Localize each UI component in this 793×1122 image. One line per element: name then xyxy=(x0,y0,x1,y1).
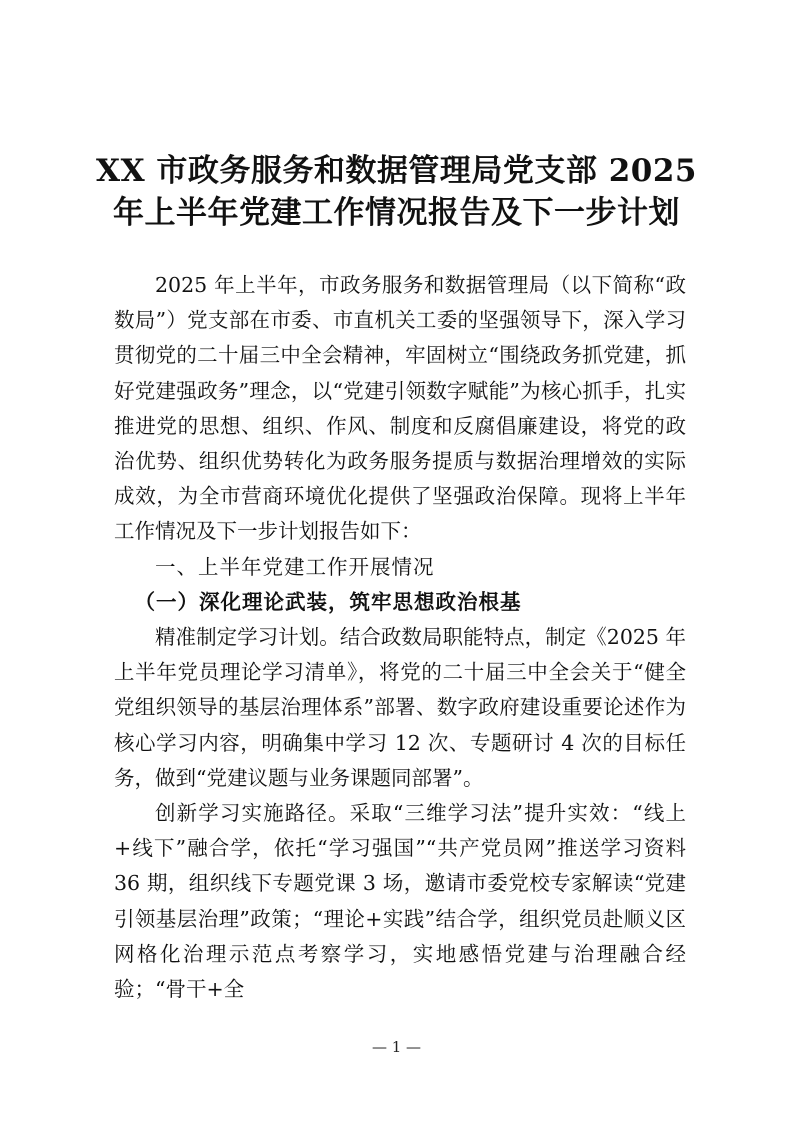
title-line-2: 年上半年党建工作情况报告及下一步计划 xyxy=(113,195,680,231)
intro-paragraph: 2025 年上半年，市政务服务和数据管理局（以下简称“政数局”）党支部在市委、市直机关工委的坚强领导下，深入学习贯彻党的二十届三中全会精神，牢固树立“围绕政务抓党建，抓好党建强政务”理念，以“党建引领数字赋能”为核心抓手，扎实推进党的思想、组织、作风、制度和反腐倡廉建设，将党的政治优势、组织优势转化为政务服务提质与数据治理增效的实际成效，为全市营商环境优化提供了坚强政治保障。现将上半年工作情况及下一步计划报告如下： xyxy=(114,273,686,544)
page-number: — 1 — xyxy=(371,1038,422,1056)
section-heading: 一、上半年党建工作开展情况 xyxy=(155,554,435,579)
document-title xyxy=(90,150,703,234)
title-line-1: XX 市政务服务和数据管理局党支部 2025 xyxy=(96,153,697,189)
subsection-heading: （一）深化理论武装，筑牢思想政治根基 xyxy=(134,589,522,614)
body-paragraph: 精准制定学习计划。结合政数局职能特点，制定《2025 年上半年党员理论学习清单》，将党的二十届三中全会关于“健全党组织领导的基层治理体系”部署、数字政府建设重要论述作为核心学习内容，明确集中学习 12 次、专题研讨 4 次的目标任务，做到“党建议题与业务课题同部署”。 xyxy=(114,625,686,790)
document-body xyxy=(114,268,686,1007)
body-paragraph: 创新学习实施路径。采取“三维学习法”提升实效：“线上+线下”融合学，依托“学习强国”“共产党员网”推送学习资料 36 期，组织线下专题党课 3 场，邀请市委党校专家解读“党建引领基层治理”政策；“理论+实践”结合学，组织党员赴顺义区网格化治理示范点考察学习，实地感悟党建与治理融合经验；“骨干+全 xyxy=(114,801,686,1002)
